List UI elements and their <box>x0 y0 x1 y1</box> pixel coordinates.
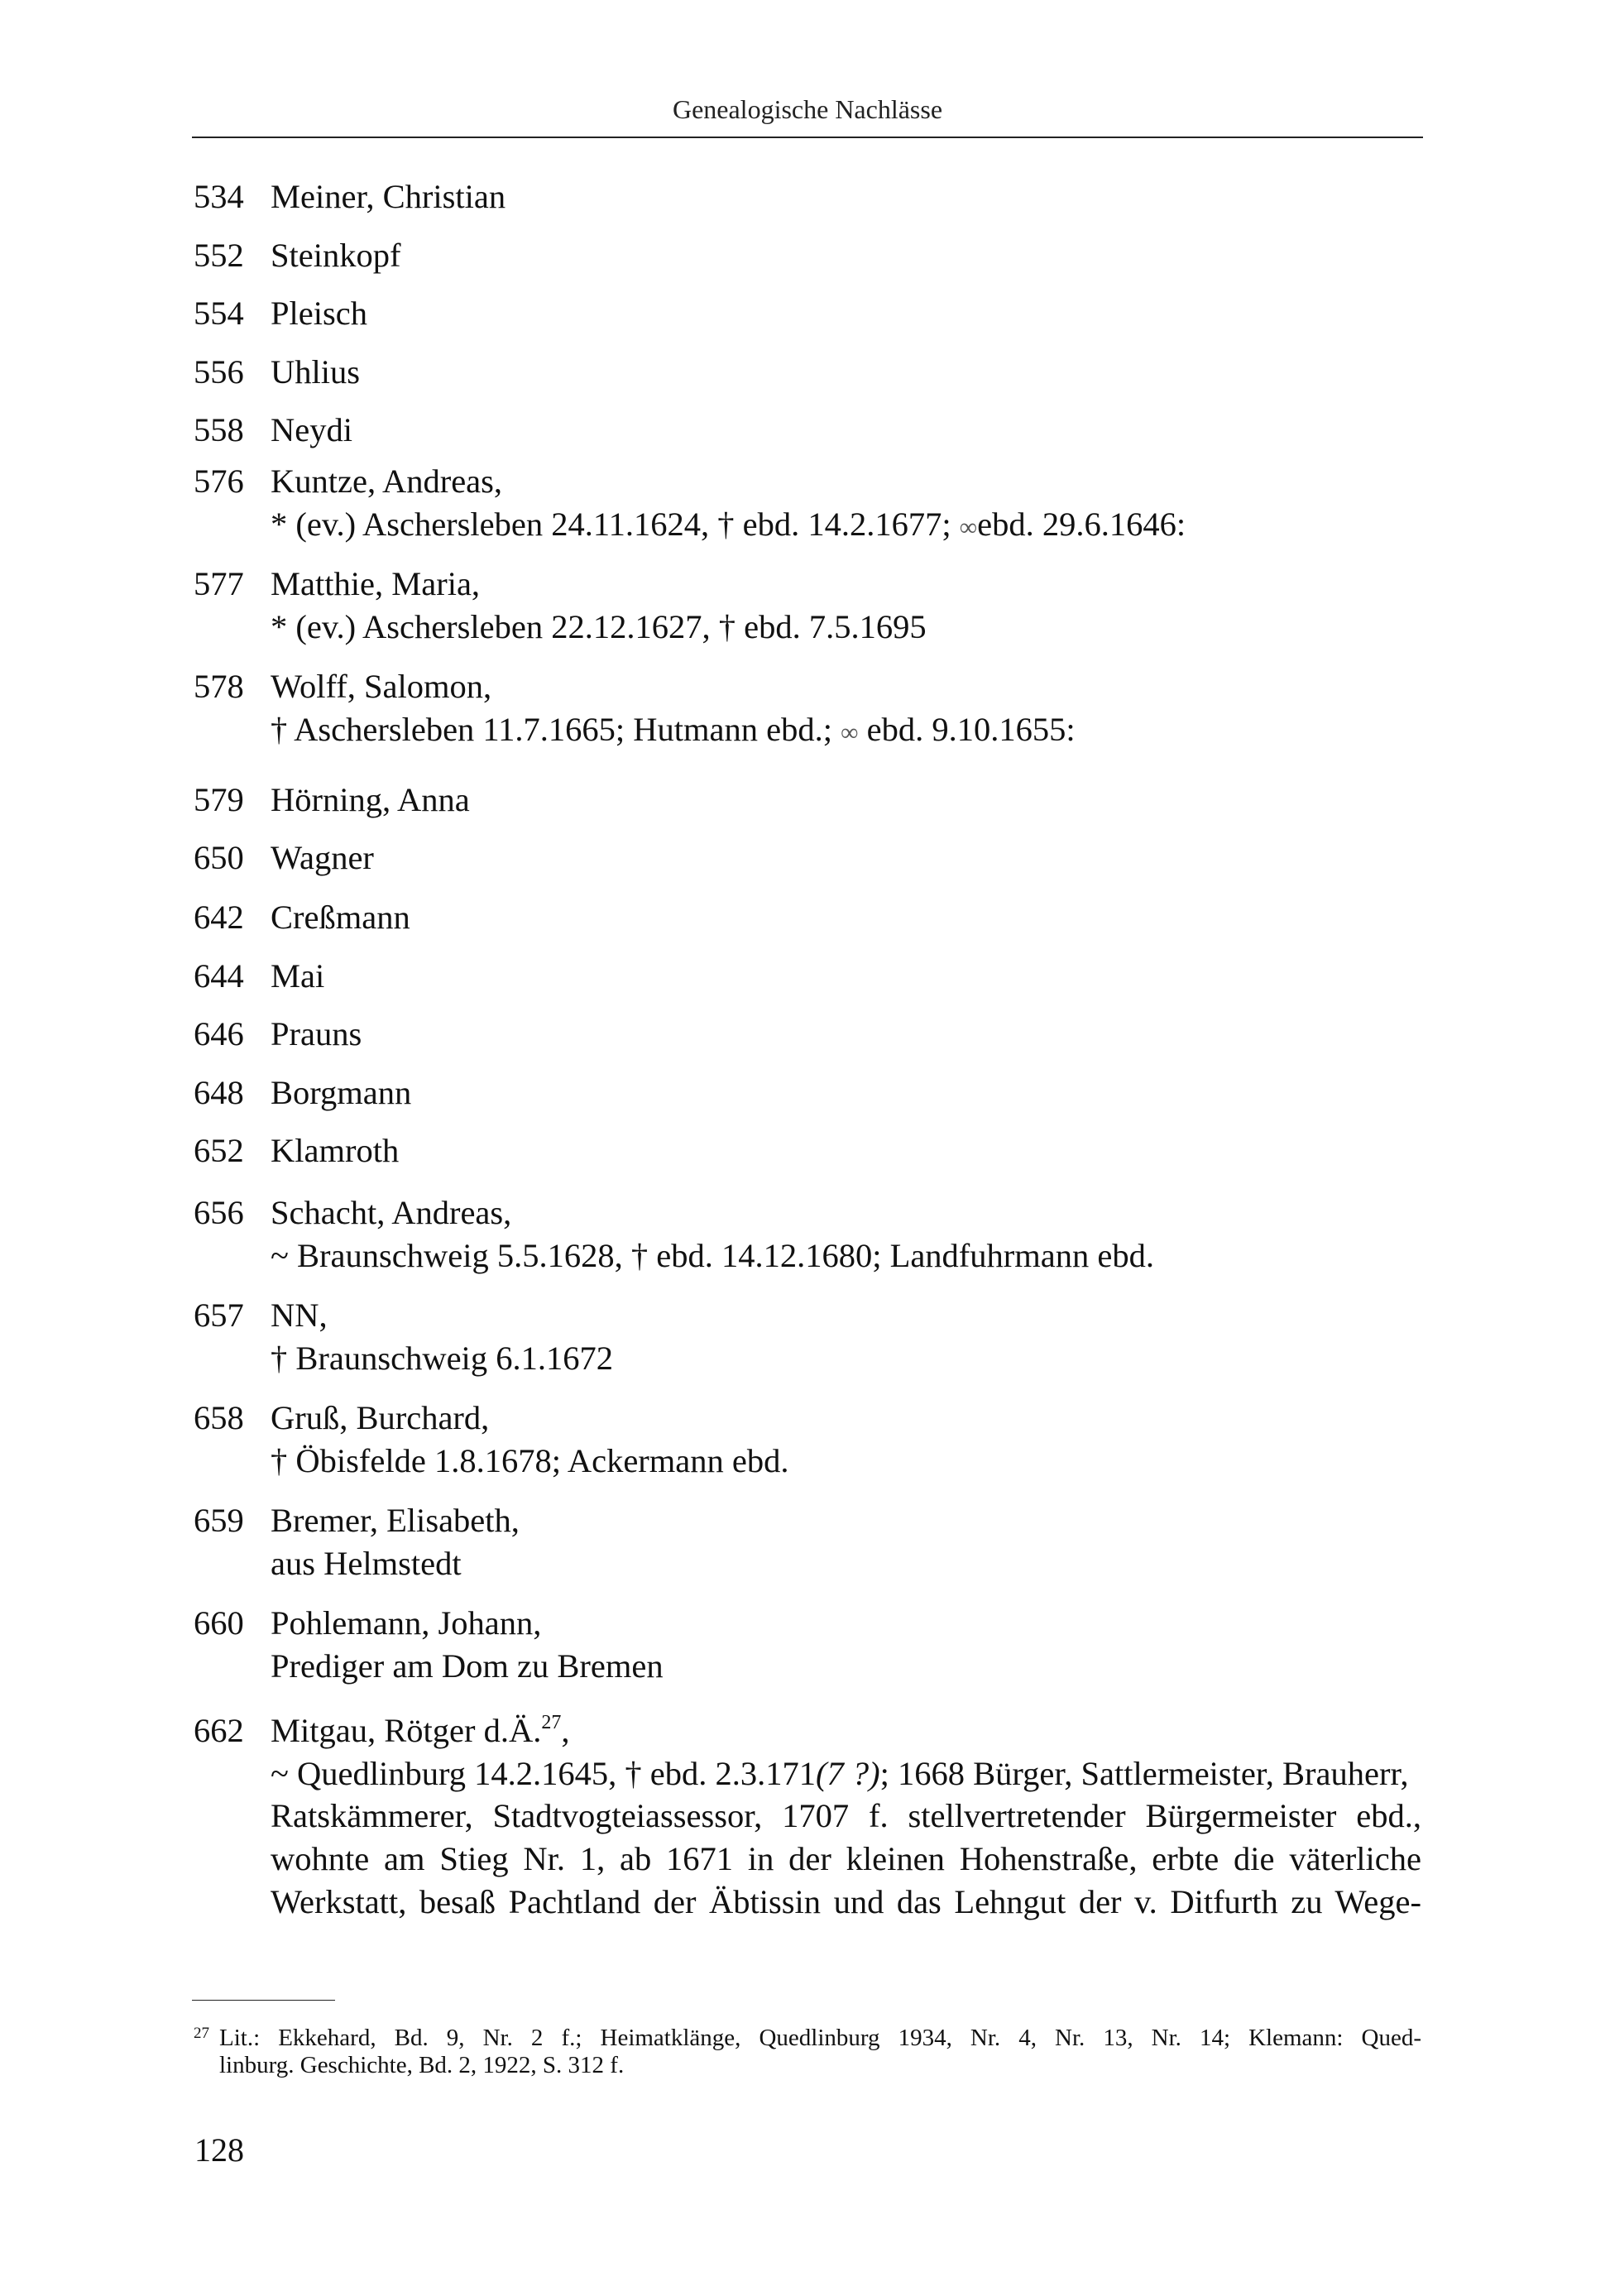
genealogy-entry <box>192 292 1421 335</box>
entry-number: 642 <box>194 899 244 936</box>
entry-details: Werkstatt, besaß Pachtland der Äbtissin und das Lehngut der v. Ditfurth zu Wege- <box>271 1882 1421 1920</box>
entry-details: † Braunschweig 6.1.1672 <box>271 1339 613 1377</box>
entry-name: Borgmann <box>271 1074 412 1111</box>
footnote <box>192 2025 1421 2079</box>
entry-number: 554 <box>194 295 244 332</box>
entry-name: Wolff, Salomon, <box>271 668 492 705</box>
genealogy-entry <box>192 1397 1421 1482</box>
entry-details: † Öbisfelde 1.8.1678; Ackermann ebd. <box>271 1441 789 1479</box>
entry-name: Bremer, Elisabeth, <box>271 1502 520 1539</box>
entry-details: aus Helmstedt <box>271 1544 462 1582</box>
genealogy-entry <box>192 1013 1421 1056</box>
genealogy-entry <box>192 234 1421 277</box>
genealogy-entry <box>192 1191 1421 1277</box>
genealogy-entry <box>192 409 1421 452</box>
genealogy-entry <box>192 1709 1421 1923</box>
entry-number: 662 <box>194 1712 244 1749</box>
footnote-reference[interactable]: 27 <box>541 1712 562 1733</box>
entry-name: Neydi <box>271 411 352 448</box>
genealogy-entry <box>192 896 1421 939</box>
genealogy-entry <box>192 955 1421 998</box>
entry-name: Steinkopf <box>271 237 401 274</box>
genealogy-entry <box>192 1602 1421 1687</box>
genealogy-entry <box>192 779 1421 822</box>
entry-number: 577 <box>194 565 244 602</box>
entry-details: ~ Braunschweig 5.5.1628, † ebd. 14.12.1680; Landfuhrmann ebd. <box>271 1236 1154 1274</box>
entry-name: Kuntze, Andreas, <box>271 463 503 500</box>
entry-number: 656 <box>194 1194 244 1231</box>
entry-details: † Aschersleben 11.7.1665; Hutmann ebd.; ∞ ebd. 9.10.1655: <box>271 710 1076 748</box>
entry-name: Klamroth <box>271 1132 400 1169</box>
entry-number: 579 <box>194 781 244 818</box>
running-head: Genealogische Nachlässe <box>672 94 943 124</box>
entry-details: ~ Quedlinburg 14.2.1645, † ebd. 2.3.171(7 ?); 1668 Bürger, Sattlermeister, Brauherr, <box>271 1754 1409 1792</box>
genealogy-entry <box>192 1294 1421 1379</box>
entry-number: 660 <box>194 1604 244 1642</box>
entry-number: 658 <box>194 1399 244 1436</box>
page-number: 128 <box>194 2131 244 2169</box>
entry-name: Creßmann <box>271 899 410 936</box>
entry-name: Wagner <box>271 839 374 876</box>
marriage-symbol-icon: ∞ <box>841 718 855 746</box>
entry-name: Matthie, Maria, <box>271 565 481 602</box>
genealogy-entry <box>192 1071 1421 1114</box>
footnote-text: linburg. Geschichte, Bd. 2, 1922, S. 312 f. <box>219 2052 625 2078</box>
genealogy-entry <box>192 351 1421 394</box>
entry-name: Pohlemann, Johann, <box>271 1604 542 1642</box>
entry-name: Meiner, Christian <box>271 178 506 215</box>
header-rule <box>192 137 1423 138</box>
entry-number: 650 <box>194 839 244 876</box>
entry-name: Gruß, Burchard, <box>271 1399 490 1436</box>
entry-number: 534 <box>194 178 244 215</box>
entry-details: * (ev.) Aschersleben 22.12.1627, † ebd. 7.5.1695 <box>271 607 927 645</box>
entry-number: 646 <box>194 1015 244 1052</box>
entry-name: Pleisch <box>271 295 367 332</box>
uncertain-date: (7 ?) <box>816 1754 880 1792</box>
marriage-symbol-icon: ∞ <box>959 513 975 541</box>
entry-number: 558 <box>194 411 244 448</box>
genealogy-entry <box>192 1129 1421 1172</box>
entry-details: Prediger am Dom zu Bremen <box>271 1647 664 1685</box>
footnote-mark: 27 <box>194 2025 209 2042</box>
entry-details: * (ev.) Aschersleben 24.11.1624, † ebd. 14.2.1677; ∞ebd. 29.6.1646: <box>271 505 1186 543</box>
entry-number: 576 <box>194 463 244 500</box>
entry-name: Mai <box>271 957 325 995</box>
genealogy-entry <box>192 1499 1421 1584</box>
entry-name: Prauns <box>271 1015 362 1052</box>
genealogy-entry <box>192 836 1421 880</box>
footnote-text: Lit.: Ekkehard, Bd. 9, Nr. 2 f.; Heimatklänge, Quedlinburg 1934, Nr. 4, Nr. 13, Nr. 14; Klemann: Qued- <box>219 2025 1421 2051</box>
entry-number: 552 <box>194 237 244 274</box>
entry-number: 556 <box>194 353 244 391</box>
entry-name: NN, <box>271 1297 328 1334</box>
genealogy-entry <box>192 563 1421 648</box>
entry-details: wohnte am Stieg Nr. 1, ab 1671 in der kleinen Hohenstraße, erbte die väterliche <box>271 1840 1421 1878</box>
entry-name: Uhlius <box>271 353 361 391</box>
entry-number: 652 <box>194 1132 244 1169</box>
entry-number: 648 <box>194 1074 244 1111</box>
genealogy-entry <box>192 175 1421 218</box>
entry-name: Schacht, Andreas, <box>271 1194 512 1231</box>
entry-name: Mitgau, Rötger d.Ä.$^{27}$, <box>271 1712 570 1749</box>
genealogy-entry <box>192 665 1421 754</box>
entry-number: 659 <box>194 1502 244 1539</box>
entry-number: 657 <box>194 1297 244 1334</box>
footnote-rule <box>192 2000 335 2001</box>
genealogy-entry <box>192 460 1421 549</box>
entry-name: Hörning, Anna <box>271 781 470 818</box>
entry-details: Ratskämmerer, Stadtvogteiassessor, 1707 f. stellvertretender Bürgermeister ebd., <box>271 1797 1421 1835</box>
entry-number: 644 <box>194 957 244 995</box>
entry-number: 578 <box>194 668 244 705</box>
